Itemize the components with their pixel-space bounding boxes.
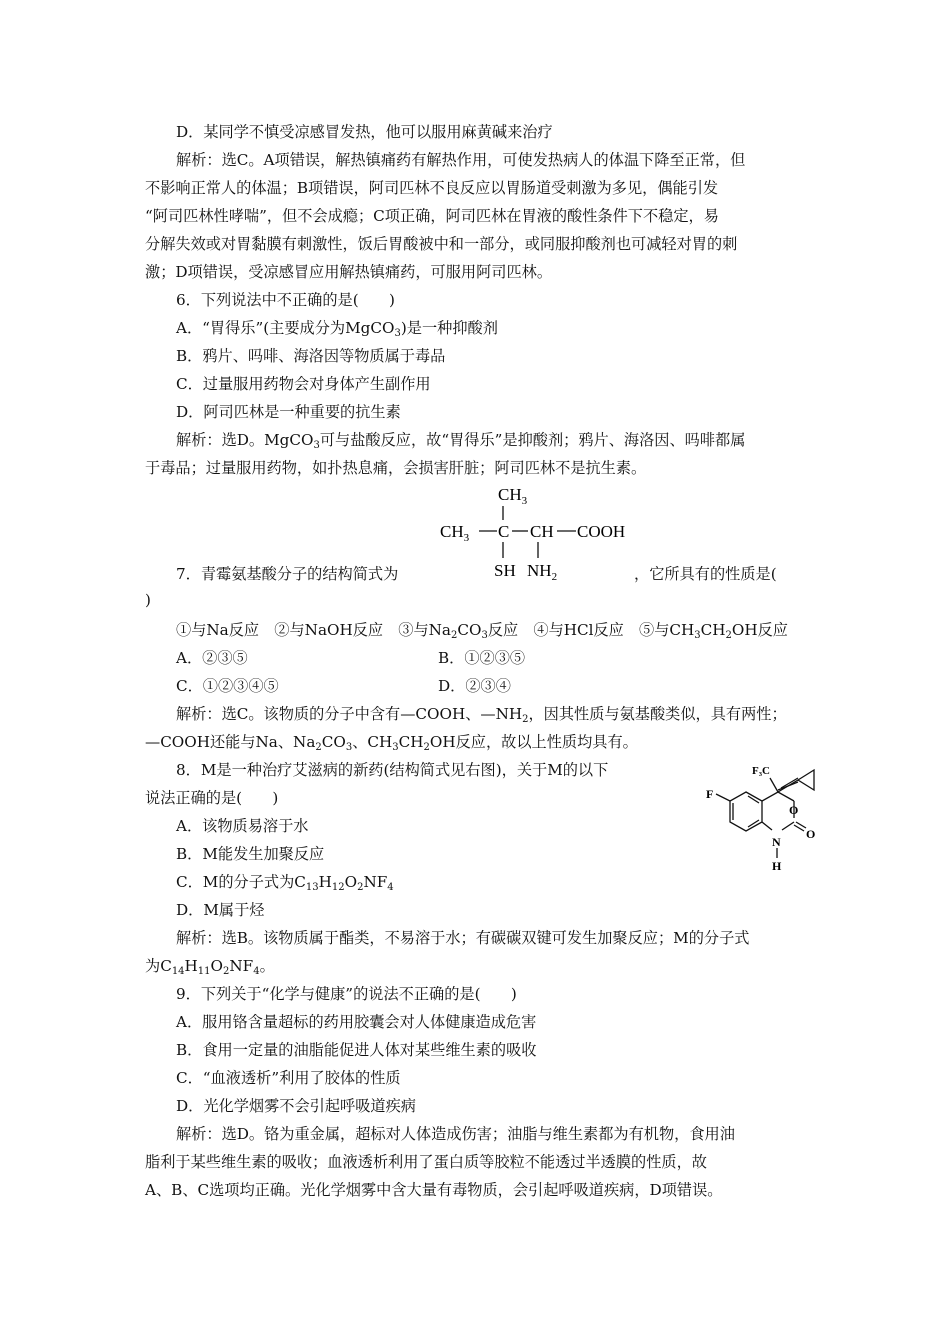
atom-f3c: F₃C	[752, 765, 770, 777]
q8-option-b: B．M能发生加聚反应	[176, 845, 325, 863]
text-run: 可与盐酸反应，故“胃得乐”是抑酸剂；鸦片、海洛因、吗啡都属	[319, 431, 746, 449]
q6-stem: 6．下列说法中不正确的是( )	[176, 291, 395, 309]
text-run: 。	[259, 957, 275, 975]
q7-option-c: C．①②③④⑤	[176, 677, 279, 695]
q5-option-d: D．某同学不慎受凉感冒发热，他可以服用麻黄碱来治疗	[176, 123, 553, 141]
atom-n: N	[772, 835, 781, 849]
q7-stem-line-2: )	[145, 591, 151, 609]
subscript: 4	[387, 882, 394, 893]
text-run: )是一种抑酸剂	[400, 319, 498, 337]
text-run: 解析：选D。MgCO	[176, 431, 314, 449]
subscript: 13	[305, 882, 319, 893]
text-run: H	[318, 873, 332, 891]
atom-ch3-left: $CH_3$	[440, 522, 470, 544]
text-run: O	[344, 873, 358, 891]
q5-analysis-line-4: 分解失效或对胃黏膜有刺激性，饭后胃酸被中和一部分，或同服抑酸剂也可减轻对胃的刺	[145, 235, 738, 253]
text-run: 解析：选C。该物质的分子中含有—COOH、—NH	[176, 705, 523, 723]
q8-analysis-line-2	[145, 956, 275, 976]
text-run: CO	[321, 733, 346, 751]
q8-option-c	[176, 872, 394, 892]
bond	[762, 822, 772, 830]
q7-option-d: D．②③④	[438, 677, 511, 695]
penicillamine-structure	[436, 480, 646, 580]
atom-ch3-top: $CH_3$	[498, 485, 528, 507]
q8-option-a: A．该物质易溶于水	[176, 817, 309, 835]
subscript: 2	[450, 630, 458, 641]
text-run: A．“胃得乐”(主要成分为MgCO	[176, 319, 395, 337]
text-run: ①与Na反应 ②与NaOH反应 ③与Na	[176, 621, 451, 639]
text-run: 、CH	[352, 733, 393, 751]
q7-analysis-line-2	[145, 732, 638, 752]
text-run: O	[210, 957, 223, 975]
efavirenz-structure	[686, 752, 826, 880]
atom-nh2: $NH_2$	[527, 561, 558, 580]
subscript: 2	[222, 966, 230, 977]
q6-analysis-line-2: 于毒品；过量服用药物，如扑热息痛，会损害肝脏；阿司匹林不是抗生素。	[145, 459, 647, 477]
q5-analysis-line-5: 激；D项错误，受凉感冒应用解热镇痛药，可服用阿司匹林。	[145, 263, 553, 281]
q9-analysis-line-1: 解析：选D。铬为重金属，超标对人体造成伤害；油脂与维生素都为有机物，食用油	[176, 1125, 735, 1143]
q5-analysis-line-1: 解析：选C。A项错误，解热镇痛药有解热作用，可使发热病人的体温下降至正常，但	[176, 151, 746, 169]
subscript: 3	[394, 328, 401, 339]
q8-analysis-line-1: 解析：选B。该物质属于酯类，不易溶于水；有碳碳双键可发生加聚反应；M的分子式	[176, 929, 750, 947]
bond	[748, 820, 759, 827]
subscript: 3	[313, 440, 320, 451]
q7-option-b: B．①②③⑤	[438, 649, 526, 667]
text-run: CO	[457, 621, 482, 639]
subscript: 3	[481, 630, 488, 641]
subscript: 4	[253, 966, 260, 977]
subscript: 14	[171, 966, 185, 977]
text-run: ，它所具有的性质是(	[634, 565, 777, 583]
atom-o-carbonyl: O	[806, 827, 816, 841]
text-run: 反应 ④与HCl反应 ⑤与CH	[487, 621, 695, 639]
text-run: —COOH还能与Na、Na	[145, 733, 316, 751]
subscript: 2	[725, 630, 732, 641]
atom-sh: SH	[494, 561, 516, 580]
q9-option-a: A．服用铬含量超标的药用胶囊会对人体健康造成危害	[176, 1013, 537, 1031]
subscript: 11	[197, 966, 211, 977]
q9-analysis-line-2: 脂利于某些维生素的吸收；血液透析利用了蛋白质等胶粒不能透过半透膜的性质，故	[145, 1153, 707, 1171]
bond	[770, 778, 778, 792]
bond	[716, 794, 730, 801]
bond	[748, 796, 759, 803]
cyclopropyl-ring	[798, 770, 814, 790]
text-run: CH	[398, 733, 424, 751]
text-run: ，因其性质与氨基酸类似，具有两性；	[528, 705, 787, 723]
subscript: 3	[694, 630, 701, 641]
subscript: 2	[357, 882, 364, 893]
text-run: C．M的分子式为C	[176, 873, 306, 891]
q9-stem: 9．下列关于“化学与健康”的说法不正确的是( )	[176, 985, 517, 1003]
text-run: NF	[363, 873, 388, 891]
q8-stem-line-2: 说法正确的是( )	[145, 789, 279, 807]
atom-f: F	[706, 787, 714, 801]
q9-analysis-line-3: A、B、C选项均正确。光化学烟雾中含大量有毒物质，会引起呼吸道疾病，D项错误。	[145, 1181, 723, 1199]
text-run: NF	[229, 957, 254, 975]
q7-analysis-line-1	[176, 704, 787, 724]
q5-analysis-line-2: 不影响正常人的体温；B项错误，阿司匹林不良反应以胃肠道受刺激为多见，偶能引发	[145, 179, 719, 197]
text-run: CH	[700, 621, 726, 639]
text-run: 为C	[145, 957, 172, 975]
text-run: OH反应，故以上性质均具有。	[429, 733, 638, 751]
q5-analysis-line-3: “阿司匹林性哮喘”，但不会成瘾；C项正确，阿司匹林在胃液的酸性条件下不稳定，易	[145, 207, 719, 225]
q8-option-d: D．M属于烃	[176, 901, 265, 919]
subscript: 3	[345, 742, 353, 753]
q6-option-a	[176, 318, 498, 338]
subscript: 2	[423, 742, 430, 753]
bond	[782, 822, 794, 830]
q9-option-b: B．食用一定量的油脂能促进人体对某些维生素的吸收	[176, 1041, 537, 1059]
q8-stem-line-1: 8．M是一种治疗艾滋病的新药(结构简式见右图)，关于M的以下	[176, 761, 609, 779]
text-run: OH反应	[731, 621, 788, 639]
subscript: 2	[522, 714, 529, 725]
q6-analysis-line-1	[176, 430, 745, 450]
text-run: H	[184, 957, 198, 975]
subscript: 12	[331, 882, 345, 893]
q7-properties	[176, 620, 788, 640]
subscript: 2	[315, 742, 322, 753]
q9-option-c: C．“血液透析”利用了胶体的性质	[176, 1069, 401, 1087]
q9-option-d: D．光化学烟雾不会引起呼吸道疾病	[176, 1097, 416, 1115]
q6-option-d: D．阿司匹林是一种重要的抗生素	[176, 403, 401, 421]
benzene-ring	[730, 792, 762, 831]
q7-option-a: A．②③⑤	[176, 649, 248, 667]
atom-o-ring: O	[789, 803, 799, 817]
subscript: 3	[392, 742, 399, 753]
q6-option-b: B．鸦片、吗啡、海洛因等物质属于毒品	[176, 347, 446, 365]
atom-c: C	[498, 522, 510, 541]
atom-h: H	[772, 859, 782, 873]
q6-option-c: C．过量服用药物会对身体产生副作用	[176, 375, 431, 393]
text-run: 7．青霉氨基酸分子的结构简式为	[176, 565, 399, 583]
atom-ch: CH	[530, 522, 554, 541]
atom-cooh: COOH	[577, 522, 626, 541]
bond	[762, 792, 794, 801]
